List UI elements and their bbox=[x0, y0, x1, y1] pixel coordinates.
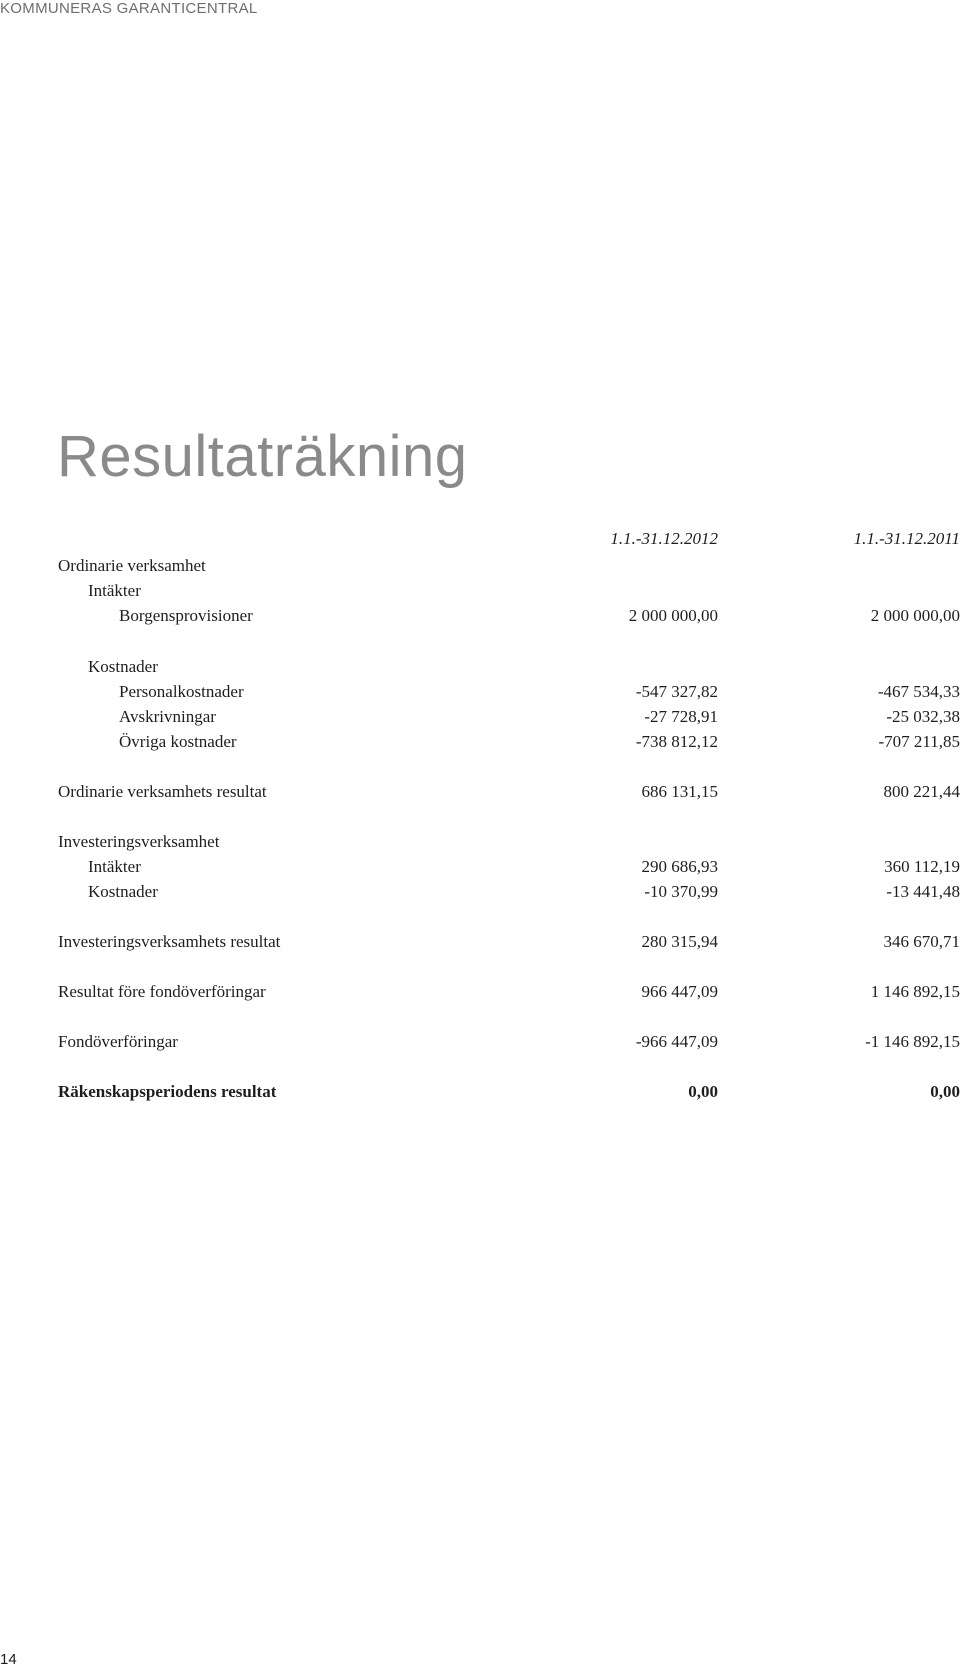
value-2011: 1 146 892,15 bbox=[870, 982, 960, 1001]
subtotal-row-result-before-transfers bbox=[58, 979, 958, 1004]
subsection-row-income bbox=[58, 578, 958, 603]
row-label: Fondöverföringar bbox=[58, 1032, 178, 1051]
column-header-row bbox=[58, 529, 958, 549]
value-2012: 290 686,93 bbox=[641, 857, 718, 876]
subsection-row-costs bbox=[58, 654, 958, 679]
value-2012: -547 327,82 bbox=[635, 682, 718, 701]
income-statement-table bbox=[58, 529, 960, 1104]
page-title: Resultaträkning bbox=[57, 424, 468, 489]
value-2012: 2 000 000,00 bbox=[628, 606, 718, 625]
row-fund-transfers bbox=[58, 1029, 958, 1054]
section-row-ordinary-operations bbox=[58, 553, 958, 578]
column-header-2012: 1.1.-31.12.2012 bbox=[610, 529, 718, 548]
table-row bbox=[58, 603, 958, 628]
column-header-2011: 1.1.-31.12.2011 bbox=[853, 529, 960, 548]
row-label: Kostnader bbox=[88, 882, 158, 901]
value-2011: -1 146 892,15 bbox=[865, 1032, 960, 1051]
row-label: Avskrivningar bbox=[119, 707, 216, 726]
row-label: Räkenskapsperiodens resultat bbox=[58, 1082, 277, 1101]
row-label: Ordinarie verksamhet bbox=[58, 556, 206, 575]
value-2012: -738 812,12 bbox=[635, 732, 718, 751]
page-number: 14 bbox=[0, 1651, 17, 1668]
document-header: KOMMUNERAS GARANTICENTRAL bbox=[0, 0, 258, 17]
value-2012: 280 315,94 bbox=[641, 932, 718, 951]
row-label: Intäkter bbox=[88, 857, 141, 876]
total-row-period-result bbox=[58, 1079, 958, 1104]
value-2011: -707 211,85 bbox=[878, 732, 960, 751]
value-2011: -467 534,33 bbox=[877, 682, 960, 701]
value-2012: -10 370,99 bbox=[644, 882, 718, 901]
row-label: Investeringsverksamhet bbox=[58, 832, 220, 851]
row-label: Övriga kostnader bbox=[119, 732, 237, 751]
value-2012: -27 728,91 bbox=[644, 707, 718, 726]
table-row bbox=[58, 704, 958, 729]
row-label: Kostnader bbox=[88, 657, 158, 676]
subtotal-row-ordinary-result bbox=[58, 779, 958, 804]
row-label: Investeringsverksamhets resultat bbox=[58, 932, 281, 951]
value-2011: 800 221,44 bbox=[883, 782, 960, 801]
table-row bbox=[58, 729, 958, 754]
row-label: Ordinarie verksamhets resultat bbox=[58, 782, 267, 801]
value-2012: 0,00 bbox=[688, 1082, 718, 1101]
table-row bbox=[58, 679, 958, 704]
value-2011: 2 000 000,00 bbox=[870, 606, 960, 625]
table-row bbox=[58, 879, 958, 904]
value-2011: 360 112,19 bbox=[884, 857, 960, 876]
subtotal-row-investment-result bbox=[58, 929, 958, 954]
row-label: Borgensprovisioner bbox=[119, 606, 253, 625]
value-2011: -13 441,48 bbox=[886, 882, 960, 901]
value-2012: 966 447,09 bbox=[641, 982, 718, 1001]
value-2011: 346 670,71 bbox=[883, 932, 960, 951]
row-label: Personalkostnader bbox=[119, 682, 244, 701]
value-2012: 686 131,15 bbox=[641, 782, 718, 801]
row-label: Resultat före fondöverföringar bbox=[58, 982, 266, 1001]
value-2012: -966 447,09 bbox=[635, 1032, 718, 1051]
value-2011: -25 032,38 bbox=[886, 707, 960, 726]
row-label: Intäkter bbox=[88, 581, 141, 600]
table-row bbox=[58, 854, 958, 879]
section-row-investment-operations bbox=[58, 829, 958, 854]
value-2011: 0,00 bbox=[930, 1082, 960, 1101]
